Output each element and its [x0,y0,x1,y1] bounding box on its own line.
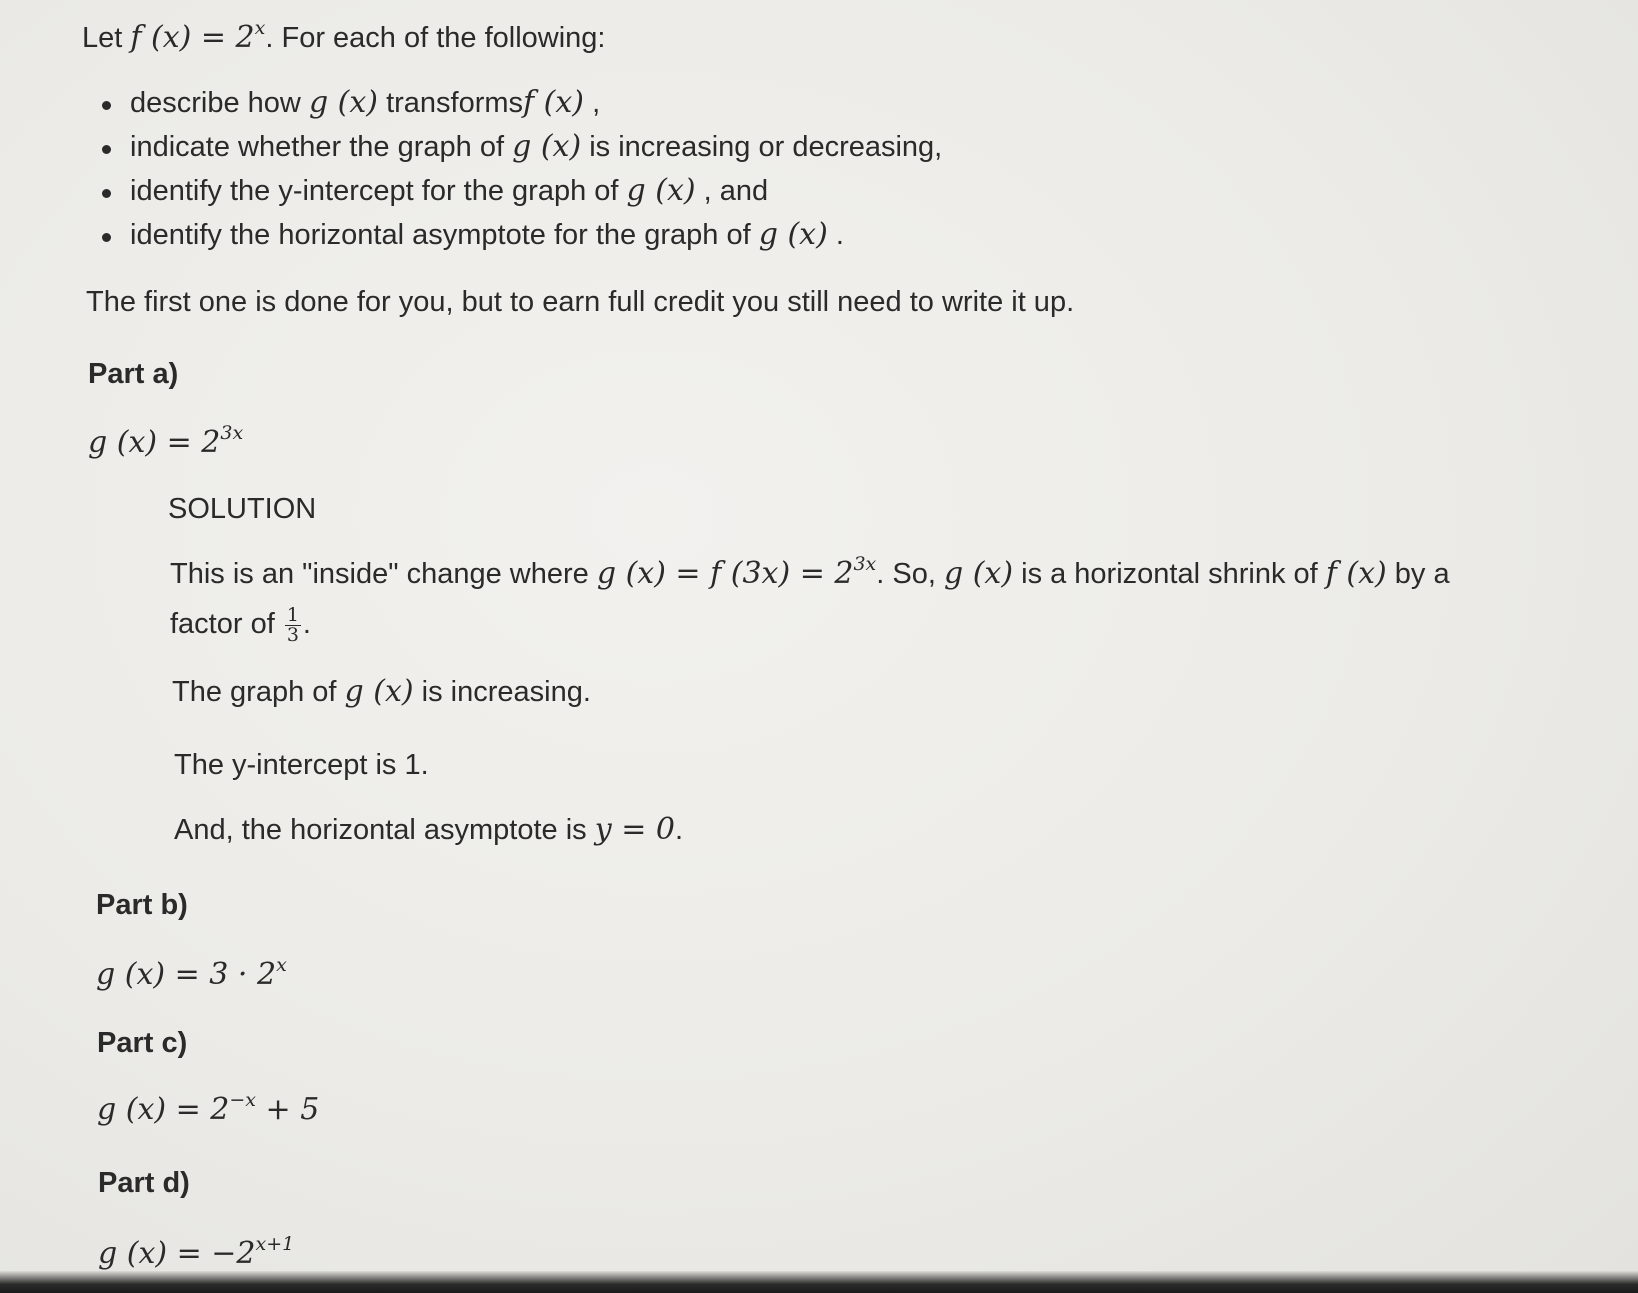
part-a-equation: g $(x) = 2^{3x}$ [88,422,244,460]
task-item: identify the y-intercept for the graph of g (x) , and [130,173,769,208]
bullet-icon [102,101,111,110]
intro-line [82,17,606,56]
part-c-equation: g $(x) = 2^{-x} + 5$ [97,1089,320,1127]
instruction-note: The first one is done for you, but to earn full credit you still need to write it up. [86,286,1075,318]
solution-explanation-line-1: This is an "inside" change where g (x) = f $(3x) = 2^{3x}$. So, g (x) is a horizontal shrink of f (x) by a [170,553,1450,591]
solution-explanation-line-2: factor of $\frac{1}{3}$ . [170,604,311,646]
part-d-heading: Part d) [98,1167,190,1199]
task-item: identify the horizontal asymptote for the graph of g (x) . [130,217,844,252]
bullet-icon [102,145,111,154]
solution-increasing: The graph of g (x) is increasing. [172,674,591,709]
part-b-equation: g $(x) = 3 \cdot 2^x$ [96,954,287,992]
part-a-heading: Part a) [88,358,179,390]
bullet-icon [102,189,111,198]
part-d-equation: g $(x) = -2^{x+1}$ [98,1233,295,1271]
intro-prefix: Let [82,22,131,54]
solution-asymptote: And, the horizontal asymptote is y = 0. [174,812,684,847]
function-definition: f $(x) = 2^x$ [130,17,266,55]
intro-suffix: . For each of the following: [265,22,606,54]
part-b-heading: Part b) [96,889,188,921]
solution-label: SOLUTION [168,493,317,525]
bullet-icon [102,233,111,242]
solution-intercept: The y-intercept is 1. [174,749,429,781]
task-item: indicate whether the graph of g (x) is increasing or decreasing, [130,129,943,164]
task-item: describe how g (x) transformsf (x) , [130,85,601,120]
part-c-heading: Part c) [97,1027,188,1059]
fraction-one-third: $\frac{1}{3}$ [286,604,299,646]
screen-bezel-edge [0,1271,1638,1293]
